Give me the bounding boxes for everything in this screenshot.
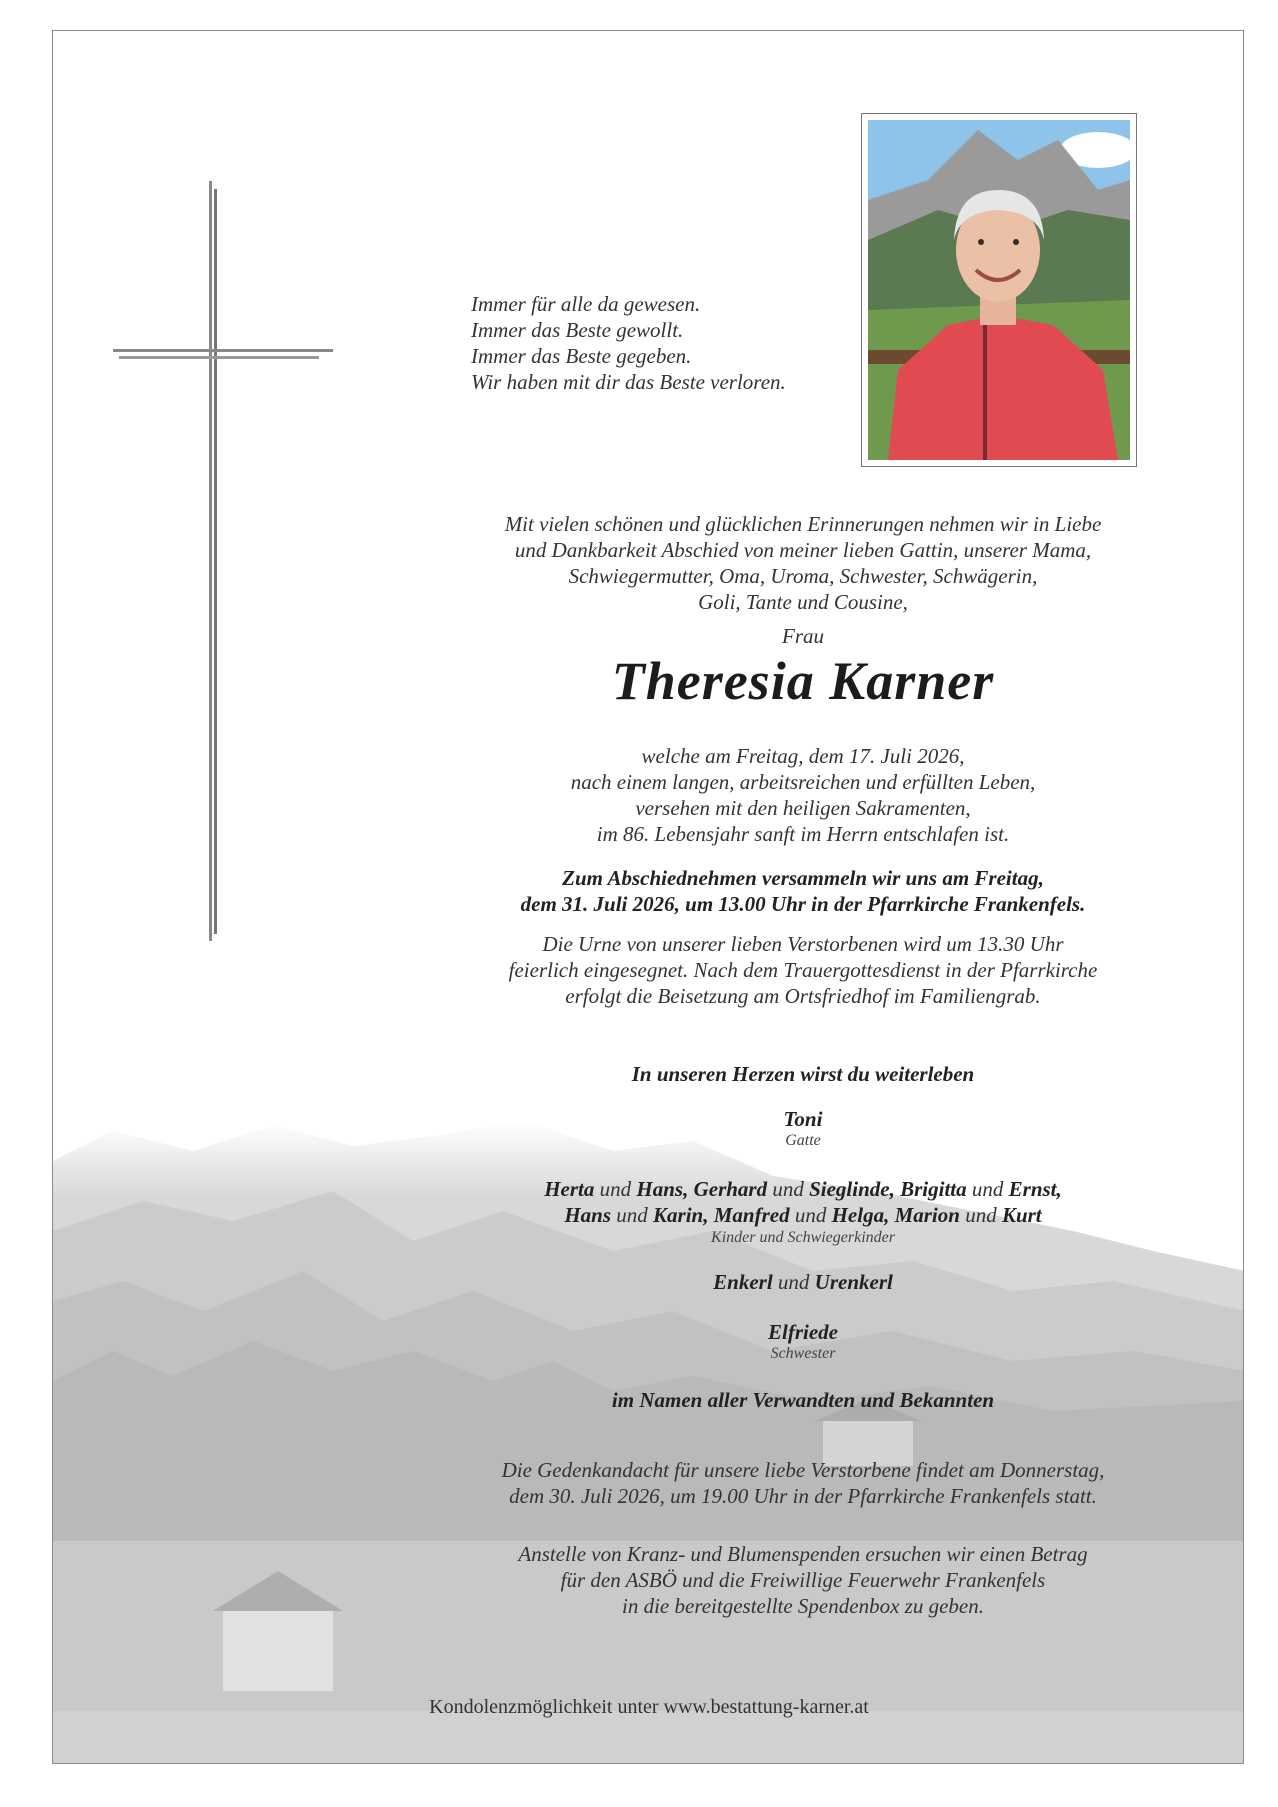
urn-line: feierlich eingesegnet. Nach dem Trauergottesdienst in der Pfarrkirche (508, 958, 1098, 982)
gathering-line: dem 31. Juli 2026, um 13.00 Uhr in der Pfarrkirche Frankenfels. (520, 892, 1086, 916)
death-details-line: nach einem langen, arbeitsreichen und erfüllten Leben, (570, 770, 1036, 794)
connector: und (767, 1177, 810, 1201)
child-name: Hans (564, 1203, 612, 1227)
child-name: Brigitta (900, 1177, 967, 1201)
great-grandchildren-label: Urenkerl (814, 1270, 893, 1294)
condolence-footer: Kondolenzmöglichkeit unter www.bestattung-karner.at (429, 1696, 869, 1718)
portrait-photo (861, 113, 1137, 467)
urn-line: Die Urne von unserer lieben Verstorbenen wird um 13.30 Uhr (542, 932, 1064, 956)
poem-line: Immer das Beste gewollt. (471, 318, 684, 342)
poem-line: Immer für alle da gewesen. (471, 292, 701, 316)
children-names (353, 1176, 1244, 1248)
donations-line: Anstelle von Kranz- und Blumenspenden ersuchen wir einen Betrag (518, 1542, 1088, 1566)
gathering-notice (353, 865, 1244, 917)
child-name: Kurt (1001, 1203, 1042, 1227)
connector: und (611, 1203, 654, 1227)
child-name: Hans (636, 1177, 684, 1201)
death-details-line: versehen mit den heiligen Sakramenten, (635, 796, 971, 820)
connector: und (772, 1270, 815, 1294)
poem-line: Immer das Beste gegeben. (471, 344, 692, 368)
child-name: Sieglinde (809, 1177, 890, 1201)
child-name: Herta (544, 1177, 595, 1201)
connector: und (594, 1177, 637, 1201)
donations-notice (353, 1541, 1244, 1619)
urn-line: erfolgt die Beisetzung am Ortsfriedhof im Familiengrab. (565, 984, 1041, 1008)
child-name: Gerhard (693, 1177, 768, 1201)
urn-notice (353, 931, 1244, 1009)
child-name: Ernst (1008, 1177, 1057, 1201)
sister-role: Schwester (770, 1345, 836, 1362)
poem-line: Wir haben mit dir das Beste verloren. (471, 370, 786, 394)
death-details (353, 743, 1244, 847)
spouse-name: Toni (783, 1107, 823, 1131)
intro-line: Schwiegermutter, Oma, Uroma, Schwester, Schwägerin, (568, 564, 1038, 588)
connector: und (959, 1203, 1002, 1227)
child-name: Marion (894, 1203, 960, 1227)
salutation: Frau (782, 624, 824, 648)
sister-name: Elfriede (768, 1320, 838, 1344)
memorial-notice (353, 1457, 1244, 1509)
separator: , (889, 1177, 901, 1201)
child-name: Manfred (713, 1203, 790, 1227)
gathering-line: Zum Abschiednehmen versammeln wir uns am Freitag, (562, 866, 1044, 890)
grandchildren (353, 1269, 1244, 1295)
child-name: Karin (653, 1203, 704, 1227)
child-name: Helga (831, 1203, 885, 1227)
intro-line: und Dankbarkeit Abschied von meiner lieben Gattin, unserer Mama, (514, 538, 1092, 562)
separator: , (703, 1203, 714, 1227)
cross-icon (113, 181, 333, 941)
portrait-image (868, 120, 1130, 460)
separator: , (1056, 1177, 1062, 1201)
intro-text (353, 511, 1244, 615)
relatives-line: im Namen aller Verwandten und Bekannten (611, 1388, 995, 1412)
parte-frame (52, 30, 1244, 1764)
poem (471, 291, 891, 395)
death-details-line: im 86. Lebensjahr sanft im Herrn entschlafen ist. (596, 822, 1010, 846)
intro-line: Goli, Tante und Cousine, (698, 590, 908, 614)
memorial-line: dem 30. Juli 2026, um 19.00 Uhr in der Pfarrkirche Frankenfels statt. (509, 1484, 1097, 1508)
death-details-line: welche am Freitag, dem 17. Juli 2026, (641, 744, 965, 768)
mourners-heading: In unseren Herzen wirst du weiterleben (631, 1062, 975, 1086)
connector: und (789, 1203, 832, 1227)
grandchildren-label: Enkerl (713, 1270, 773, 1294)
connector: und (966, 1177, 1009, 1201)
children-role: Kinder und Schwiegerkinder (711, 1229, 895, 1246)
spouse-role: Gatte (785, 1132, 821, 1149)
deceased-name: Theresia Karner (611, 651, 995, 711)
memorial-line: Die Gedenkandacht für unsere liebe Verstorbene findet am Donnerstag, (501, 1458, 1105, 1482)
separator: , (884, 1203, 895, 1227)
donations-line: in die bereitgestellte Spendenbox zu geben. (622, 1594, 984, 1618)
separator: , (683, 1177, 694, 1201)
intro-line: Mit vielen schönen und glücklichen Erinnerungen nehmen wir in Liebe (504, 512, 1102, 536)
donations-line: für den ASBÖ und die Freiwillige Feuerwehr Frankenfels (560, 1568, 1046, 1592)
